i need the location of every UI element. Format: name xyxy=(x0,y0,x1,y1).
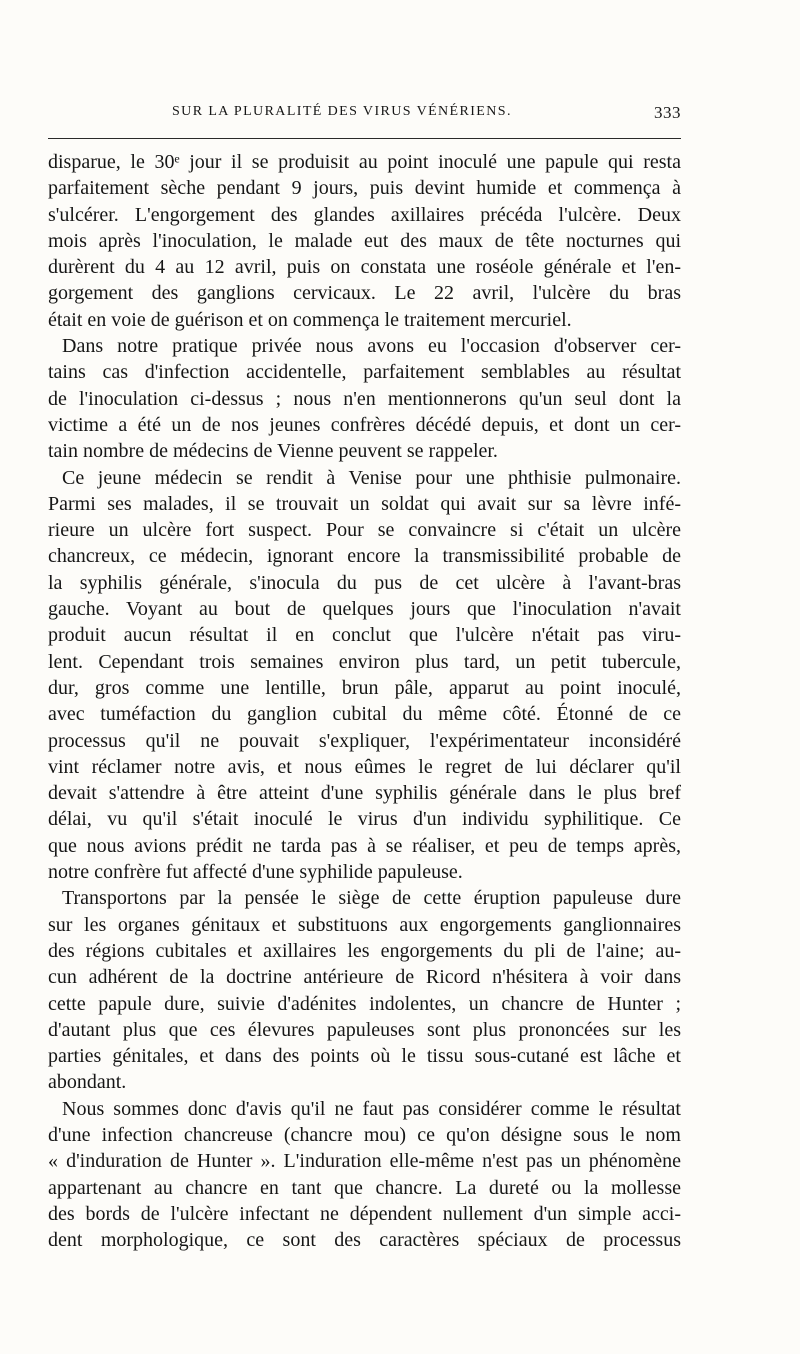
text-line: chancreux, ce médecin, ignorant encore la transmissibilité probable de xyxy=(48,545,681,568)
text-line: gauche. Voyant au bout de quelques jours que l'inoculation n'avait xyxy=(48,598,681,621)
text-line: durèrent du 4 au 12 avril, puis on constata une roséole générale et l'en- xyxy=(48,256,681,279)
text-line: que nous avions prédit ne tarda pas à se réaliser, et peu de temps après, xyxy=(48,834,681,857)
page-header xyxy=(48,104,681,126)
text-line: vint réclamer notre avis, et nous eûmes le regret de lui déclarer qu'il xyxy=(48,755,681,778)
text-line: Transportons par la pensée le siège de cette éruption papuleuse dure xyxy=(62,887,681,910)
text-line: s'ulcérer. L'engorgement des glandes axillaires précéda l'ulcère. Deux xyxy=(48,203,681,226)
text-line: parfaitement sèche pendant 9 jours, puis devint humide et commença à xyxy=(48,177,681,200)
text-line: processus qu'il ne pouvait s'expliquer, l'expérimentateur inconsidéré xyxy=(48,729,681,752)
text-line: devait s'attendre à être atteint d'une syphilis générale dans le plus bref xyxy=(48,782,681,805)
text-line: victime a été un de nos jeunes confrères décédé depuis, et dont un cer- xyxy=(48,413,681,436)
text-line: gorgement des ganglions cervicaux. Le 22 avril, l'ulcère du bras xyxy=(48,282,681,305)
text-line: de l'inoculation ci-dessus ; nous n'en mentionnerons qu'un seul dont la xyxy=(48,387,681,410)
paragraph xyxy=(48,149,681,333)
page-number: 333 xyxy=(654,103,681,122)
text-line: dur, gros comme une lentille, brun pâle, apparut au point inoculé, xyxy=(48,676,681,699)
text-line: parties génitales, et dans des points où le tissu sous-cutané est lâche et xyxy=(48,1045,681,1068)
text-line: était en voie de guérison et on commença le traitement mercuriel. xyxy=(48,308,572,331)
text-line: d'autant plus que ces élevures papuleuses sont plus prononcées sur les xyxy=(48,1018,681,1041)
text-line: lent. Cependant trois semaines environ plus tard, un petit tubercule, xyxy=(48,650,681,673)
paragraph xyxy=(48,1096,681,1254)
text-line: cette papule dure, suivie d'adénites indolentes, un chancre de Hunter ; xyxy=(48,992,681,1015)
text-line: mois après l'inoculation, le malade eut des maux de tête nocturnes qui xyxy=(48,229,681,252)
paragraph xyxy=(48,465,681,886)
text-line: délai, vu qu'il s'était inoculé le virus d'un individu syphilitique. Ce xyxy=(48,808,681,831)
text-line: disparue, le 30ᵉ jour il se produisit au point inoculé une papule qui resta xyxy=(48,151,681,173)
running-title: SUR LA PLURALITÉ DES VIRUS VÉNÉRIENS. xyxy=(172,104,512,119)
paragraph xyxy=(48,885,681,1095)
text-line: notre confrère fut affecté d'une syphilide papuleuse. xyxy=(48,861,463,884)
text-line: des bords de l'ulcère infectant ne dépendent nullement d'un simple acci- xyxy=(48,1202,681,1225)
text-line: Nous sommes donc d'avis qu'il ne faut pas considérer comme le résultat xyxy=(62,1097,681,1120)
text-line: Dans notre pratique privée nous avons eu l'occasion d'observer cer- xyxy=(62,335,681,358)
text-line: sur les organes génitaux et substituons aux engorgements ganglionnaires xyxy=(48,913,681,936)
text-line: « d'induration de Hunter ». L'induration elle-même n'est pas un phénomène xyxy=(48,1150,681,1173)
text-line: d'une infection chancreuse (chancre mou) ce qu'on désigne sous le nom xyxy=(48,1123,681,1146)
text-line: appartenant au chancre en tant que chancre. La dureté ou la mollesse xyxy=(48,1176,681,1199)
text-line: tains cas d'infection accidentelle, parfaitement semblables au résultat xyxy=(48,361,681,384)
text-line: abondant. xyxy=(48,1071,127,1094)
text-line: dent morphologique, ce sont des caractères spéciaux de processus xyxy=(48,1229,681,1252)
text-line: produit aucun résultat il en conclut que l'ulcère n'était pas viru- xyxy=(48,624,681,647)
text-line: la syphilis générale, s'inocula du pus de cet ulcère à l'avant-bras xyxy=(48,571,681,594)
text-line: Ce jeune médecin se rendit à Venise pour une phthisie pulmonaire. xyxy=(62,466,681,489)
body-text xyxy=(48,149,681,1253)
text-line: cun adhérent de la doctrine antérieure de Ricord n'hésitera à voir dans xyxy=(48,966,681,989)
text-line: rieure un ulcère fort suspect. Pour se convaincre si c'était un ulcère xyxy=(48,519,681,542)
text-line: des régions cubitales et axillaires les engorgements du pli de l'aine; au- xyxy=(48,939,681,962)
text-line: Parmi ses malades, il se trouvait un soldat qui avait sur sa lèvre infé- xyxy=(48,492,681,515)
header-rule xyxy=(48,138,681,139)
text-line: avec tuméfaction du ganglion cubital du même côté. Étonné de ce xyxy=(48,703,681,726)
paragraph xyxy=(48,333,681,464)
text-line: tain nombre de médecins de Vienne peuvent se rappeler. xyxy=(48,440,498,463)
